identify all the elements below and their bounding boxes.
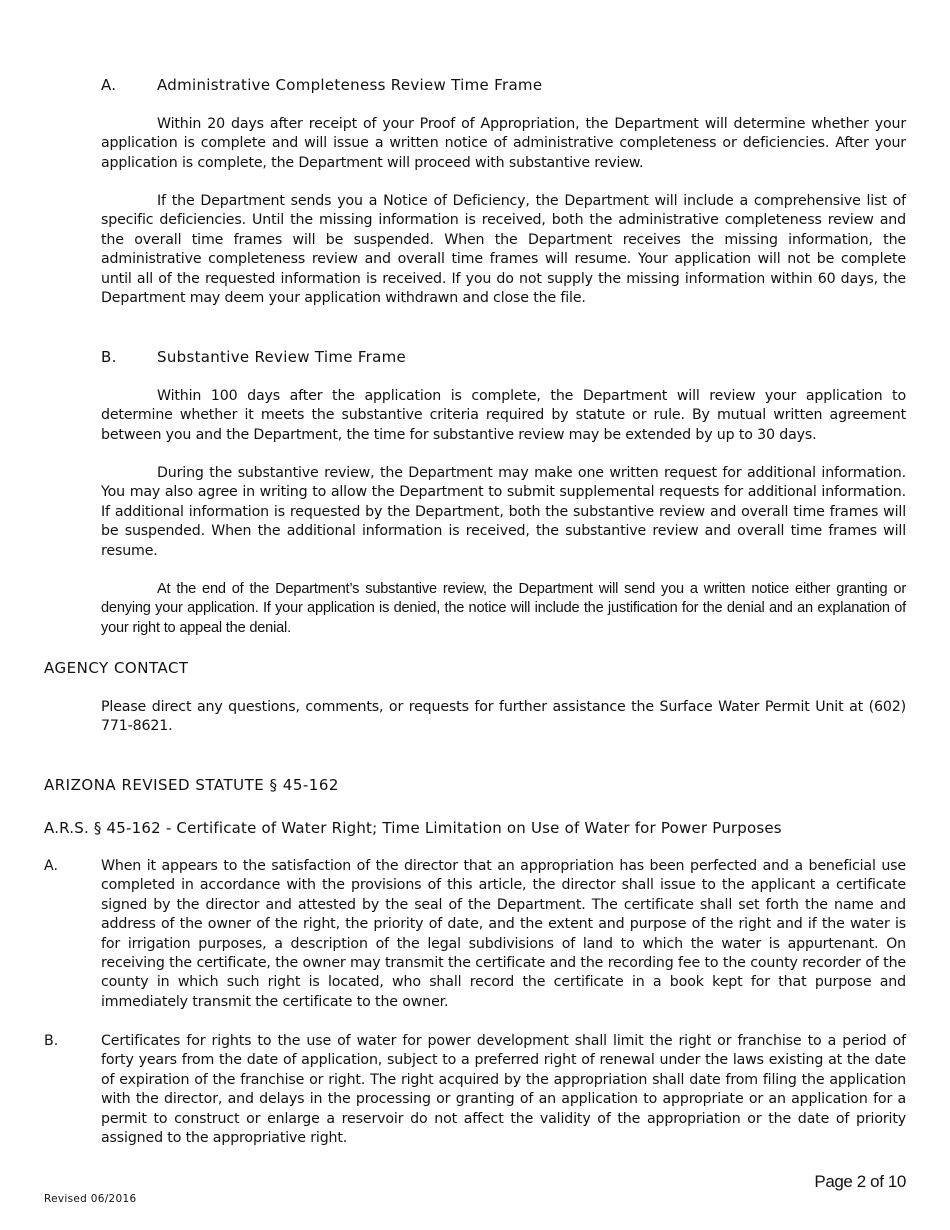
section-b-paragraph-2: During the substantive review, the Department may make one written request for additional information. You may also agree in writing to allow the Department to submit supplemental requests for additional information. If additional information is requested by the Department, both the substantive review and overall time frames will be suspended. When the additional information is received, the substantive review and overall time frames will resume.: [101, 465, 906, 559]
section-b-letter: B.: [101, 348, 117, 366]
section-b-title: Substantive Review Time Frame: [157, 348, 407, 366]
statute-item-b-text: Certificates for rights to the use of water for power development shall limit the right or franchise to a period of forty years from the date of application, subject to a preferred right of renewal under the laws existing at the date of expiration of the franchise or right. The right acquired by the appropriation shall date from filing the application with the director, and delays in the processing or granting of an application to appropriate or an application for a permit to construct or enlarge a reservoir do not affect the validity of the appropriation or the date of priority assigned to the appropriative right.: [101, 1033, 906, 1147]
section-a-letter: A.: [101, 76, 117, 94]
section-a-title: Administrative Completeness Review Time Frame: [157, 76, 543, 94]
section-a-heading: [101, 76, 542, 94]
statute-heading: ARIZONA REVISED STATUTE § 45-162: [44, 776, 339, 794]
statute-item-a-letter: A.: [44, 858, 58, 874]
agency-contact-text: Please direct any questions, comments, or requests for further assistance the Surface Water Permit Unit at (602) 771-8621.: [101, 699, 906, 735]
statute-item-a-text: When it appears to the satisfaction of the director that an appropriation has been perfected and a beneficial use completed in accordance with the provisions of this article, the director shall issue to the applicant a certificate signed by the director and attested by the seal of the Department. The certificate shall set forth the name and address of the owner of the right, the priority of date, and the extent and purpose of the right and if the water is for irrigation purposes, a description of the legal subdivisions of land to which the water is appurtenant. On receiving the certificate, the owner may transmit the certificate and the recording fee to the county recorder of the county in which such right is located, who shall record the certificate in a book kept for that purpose and immediately transmit the certificate to the owner.: [101, 858, 906, 1010]
section-b-paragraph-1: Within 100 days after the application is complete, the Department will review your application to determine whether it meets the substantive criteria required by statute or rule. By mutual written agreement between you and the Department, the time for substantive review may be extended by up to 30 days.: [101, 388, 906, 443]
section-a-paragraph-1: Within 20 days after receipt of your Proof of Appropriation, the Department will determine whether your application is complete and will issue a written notice of administrative completeness or deficiencies. After your application is complete, the Department will proceed with substantive review.: [101, 116, 906, 171]
agency-contact-heading: AGENCY CONTACT: [44, 659, 189, 677]
section-b-heading: [101, 348, 406, 366]
page-number: Page 2 of 10: [814, 1172, 906, 1191]
section-b-paragraph-3: At the end of the Department’s substantive review, the Department will send you a written notice either granting or denying your application. If your application is denied, the notice will include the justification for the denial and an explanation of your right to appeal the denial.: [101, 581, 906, 636]
statute-subheading: A.R.S. § 45-162 - Certificate of Water Right; Time Limitation on Use of Water for Power Purposes: [44, 819, 782, 837]
section-a-paragraph-2: If the Department sends you a Notice of Deficiency, the Department will include a comprehensive list of specific deficiencies. Until the missing information is received, both the administrative completeness review and the overall time frames will be suspended. When the Department receives the missing information, the administrative completeness review and overall time frames will resume. Your application will not be complete until all of the requested information is received. If you do not supply the missing information within 60 days, the Department may deem your application withdrawn and close the file.: [101, 193, 906, 307]
statute-item-b-letter: B.: [44, 1033, 59, 1049]
revision-date: Revised 06/2016: [44, 1193, 137, 1205]
